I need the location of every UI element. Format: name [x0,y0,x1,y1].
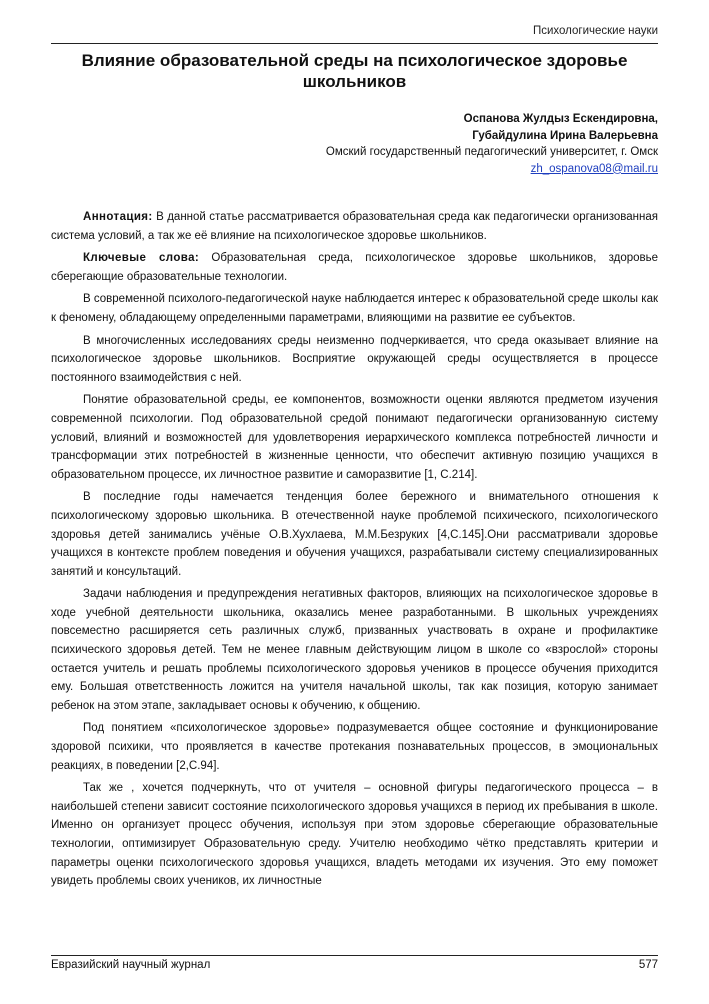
annotation-text: В данной статье рассматривается образовательная среда как педагогически организованная система условий, а так же её влияние на психологическое здоровье школьников. [51,211,658,242]
page-number: 577 [638,959,658,971]
body-paragraph: Задачи наблюдения и предупреждения негативных факторов, влияющих на психологическое здоровье в ходе учебной деятельности школьника, оказались менее разработанными. В школьных учреждениях повсеместно расширяется сеть различных служб, призванных участвовать в охране и профилактике психического здоровья детей. Тем не менее главным действующим лицом в школе со «взрослой» стороны остается учитель и решать проблемы психологического здоровья учеников в процессе обучения приходится ему. Большая ответственность ложится на учителя начальной школы, так как позиция, которую занимает ребенок на этом этапе, закладывает основы к обучению, к общению. [51,588,658,712]
author-block [326,111,658,177]
journal-name: Евразийский научный журнал [51,959,211,971]
annotation-paragraph [51,208,658,245]
keywords-text: Образовательная среда, психологическое здоровье школьников, здоровье сберегающие образовательные технологии. [51,252,658,283]
author-name-1: Оспанова Жулдыз Ескендировна, [463,113,658,125]
author-email-link[interactable]: zh_ospanova08@mail.ru [530,162,658,175]
annotation-label: Аннотация: [83,211,153,223]
header-rule [51,43,658,44]
body-paragraph: Так же , хочется подчеркнуть, что от учителя – основной фигуры педагогического процесса – в наибольшей степени зависит состояние психологического здоровья учащихся в период их пребывания в школе. Именно он организует процесс обучения, используя при этом здоровье сберегающие образовательные технологии, оптимизирует Образовательную среду. Учителю необходимо чётко представлять критерии и параметры оценки психологического здоровья учащихся, владеть методами их изучения. Это ему поможет увидеть проблемы своих учеников, их личностные [51,782,658,888]
body-paragraph: В многочисленных исследованиях среды неизменно подчеркивается, что среда оказывает влияние на психологическое здоровье школьников. Восприятие окружающей среды осуществляется в процессе постоянного взаимодействия с ней. [51,334,658,384]
footer-rule [51,955,658,956]
article-body [51,208,658,895]
running-head: Психологические науки [532,25,658,37]
keywords-paragraph [51,249,658,286]
keywords-label: Ключевые слова: [83,252,200,265]
body-paragraph: Понятие образовательной среды, ее компонентов, возможности оценки являются предметом изучения современной психологии. Под образовательной средой понимают педагогически организованную систему условий, влияний и возможностей для удовлетворения иерархического комплекса потребностей личности и трансформации этих потребностей в жизненные ценности, что обеспечит активную позицию учащихся в образовательном процессе, их личностное развитие и саморазвитие [1, С.214]. [51,394,658,481]
author-name-2: Губайдулина Ирина Валерьевна [472,129,658,142]
body-paragraph: В современной психолого-педагогической науке наблюдается интерес к образовательной среде школы как к феномену, обладающему определенными параметрами, влияющими на развитие ее субъектов. [51,293,658,324]
article-title: Влияние образовательной среды на психологическое здоровье школьников [81,51,628,91]
body-paragraph: В последние годы намечается тенденция более бережного и внимательного отношения к психологическому здоровью школьника. В отечественной науке проблемой психического, психологического здоровья детей занимались учёные О.В.Хухлаева, М.М.Безруких [4,С.145].Они рассматривали здоровье учащихся в контексте проблем поведения и обучения учащихся, разрабатывали систему специализированных занятий и консультаций. [51,491,658,578]
author-affiliation: Омский государственный педагогический университет, г. Омск [325,146,658,158]
body-paragraph: Под понятием «психологическое здоровье» подразумевается общее состояние и функционирование здоровой психики, что проявляется в качестве протекания познавательных процессов, в эмоциональных реакциях, в поведении [2,С.94]. [51,722,658,772]
